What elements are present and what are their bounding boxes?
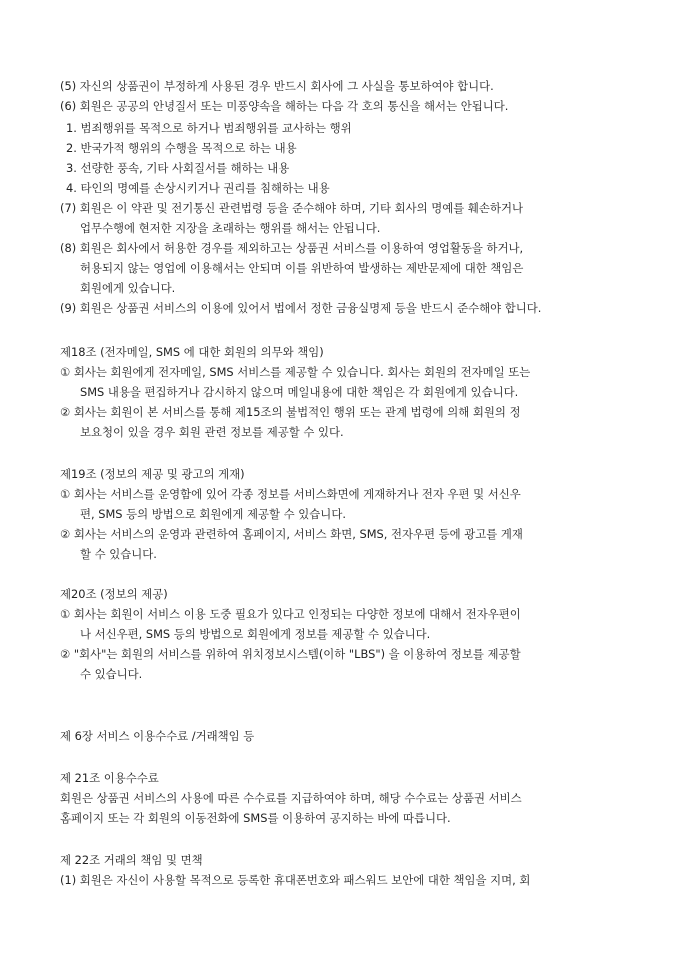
clause-6-item-4: 4. 타인의 명예를 손상시키거나 권리를 침해하는 내용 xyxy=(66,181,330,195)
clause-6: (6) 회원은 공공의 안녕질서 또는 미풍양속을 해하는 다음 각 호의 통신을 해서는 안됩니다. xyxy=(60,99,509,113)
article-19-para-2-cont: 할 수 있습니다. xyxy=(80,547,157,561)
article-18-heading: 제18조 (전자메일, SMS 에 대한 회원의 의무와 책임) xyxy=(60,345,324,359)
clause-8: (8) 회원은 회사에서 허용한 경우를 제외하고는 상품권 서비스를 이용하여 영업활동을 하거나, xyxy=(60,241,524,255)
article-19-heading: 제19조 (정보의 제공 및 광고의 게재) xyxy=(60,467,245,481)
article-20-para-2-cont: 수 있습니다. xyxy=(80,667,143,681)
article-21-body-2: 홈페이지 또는 각 회원의 이동전화에 SMS를 이용하여 공지하는 바에 따릅니다. xyxy=(60,811,451,825)
article-18-para-1-cont: SMS 내용을 편집하거나 감시하지 않으며 메일내용에 대한 책임은 각 회원에게 있습니다. xyxy=(80,385,519,399)
clause-6-item-3: 3. 선량한 풍속, 기타 사회질서를 해하는 내용 xyxy=(66,161,290,175)
article-20-para-1: ① 회사는 회원이 서비스 이용 도중 필요가 있다고 인정되는 다양한 정보에 대해서 전자우편이 xyxy=(60,607,521,621)
article-19-para-1-cont: 편, SMS 등의 방법으로 회원에게 제공할 수 있습니다. xyxy=(80,507,346,521)
article-18-para-2-cont: 보요청이 있을 경우 회원 관련 정보를 제공할 수 있다. xyxy=(80,425,344,439)
clause-6-item-2: 2. 반국가적 행위의 수행을 목적으로 하는 내용 xyxy=(66,141,297,155)
article-22-heading: 제 22조 거래의 책임 및 면책 xyxy=(60,853,203,867)
article-20-para-2: ② "회사"는 회원의 서비스를 위하여 위치정보시스템(이하 "LBS") 을 이용하여 정보를 제공할 xyxy=(60,647,521,661)
clause-8-cont-1: 허용되지 않는 영업에 이용해서는 안되며 이를 위반하여 발생하는 제반문제에 대한 책임은 xyxy=(80,261,524,275)
article-21-body-1: 회원은 상품권 서비스의 사용에 따른 수수료를 지급하여야 하며, 해당 수수료는 상품권 서비스 xyxy=(60,791,522,805)
chapter-6-heading: 제 6장 서비스 이용수수료 /거래책임 등 xyxy=(60,729,255,743)
clause-7-cont: 업무수행에 현저한 지장을 초래하는 행위를 해서는 안됩니다. xyxy=(80,221,381,235)
article-18-para-1: ① 회사는 회원에게 전자메일, SMS 서비스를 제공할 수 있습니다. 회사는 회원의 전자메일 또는 xyxy=(60,365,531,379)
clause-6-item-1: 1. 범죄행위를 목적으로 하거나 범죄행위를 교사하는 행위 xyxy=(66,121,352,135)
clause-9: (9) 회원은 상품권 서비스의 이용에 있어서 법에서 정한 금융실명제 등을 반드시 준수해야 합니다. xyxy=(60,301,542,315)
article-19-para-1: ① 회사는 서비스를 운영함에 있어 각종 정보를 서비스화면에 게재하거나 전자 우편 및 서신우 xyxy=(60,487,521,501)
clause-7: (7) 회원은 이 약관 및 전기통신 관련법령 등을 준수해야 하며, 기타 회사의 명예를 훼손하거나 xyxy=(60,201,523,215)
article-19-para-2: ② 회사는 서비스의 운영과 관련하여 홈페이지, 서비스 화면, SMS, 전자우편 등에 광고를 게재 xyxy=(60,527,523,541)
article-22-clause-1: (1) 회원은 자신이 사용할 목적으로 등록한 휴대폰번호와 패스워드 보안에 대한 책임을 지며, 회 xyxy=(60,873,531,887)
article-21-heading: 제 21조 이용수수료 xyxy=(60,771,159,785)
article-20-heading: 제20조 (정보의 제공) xyxy=(60,587,168,601)
article-18-para-2: ② 회사는 회원이 본 서비스를 통해 제15조의 불법적인 행위 또는 관계 법령에 의해 회원의 정 xyxy=(60,405,521,419)
article-20-para-1-cont: 나 서신우편, SMS 등의 방법으로 회원에게 정보를 제공할 수 있습니다. xyxy=(80,627,431,641)
clause-8-cont-2: 회원에게 있습니다. xyxy=(80,281,176,295)
clause-5: (5) 자신의 상품권이 부정하게 사용된 경우 반드시 회사에 그 사실을 통보하여야 합니다. xyxy=(60,79,494,93)
